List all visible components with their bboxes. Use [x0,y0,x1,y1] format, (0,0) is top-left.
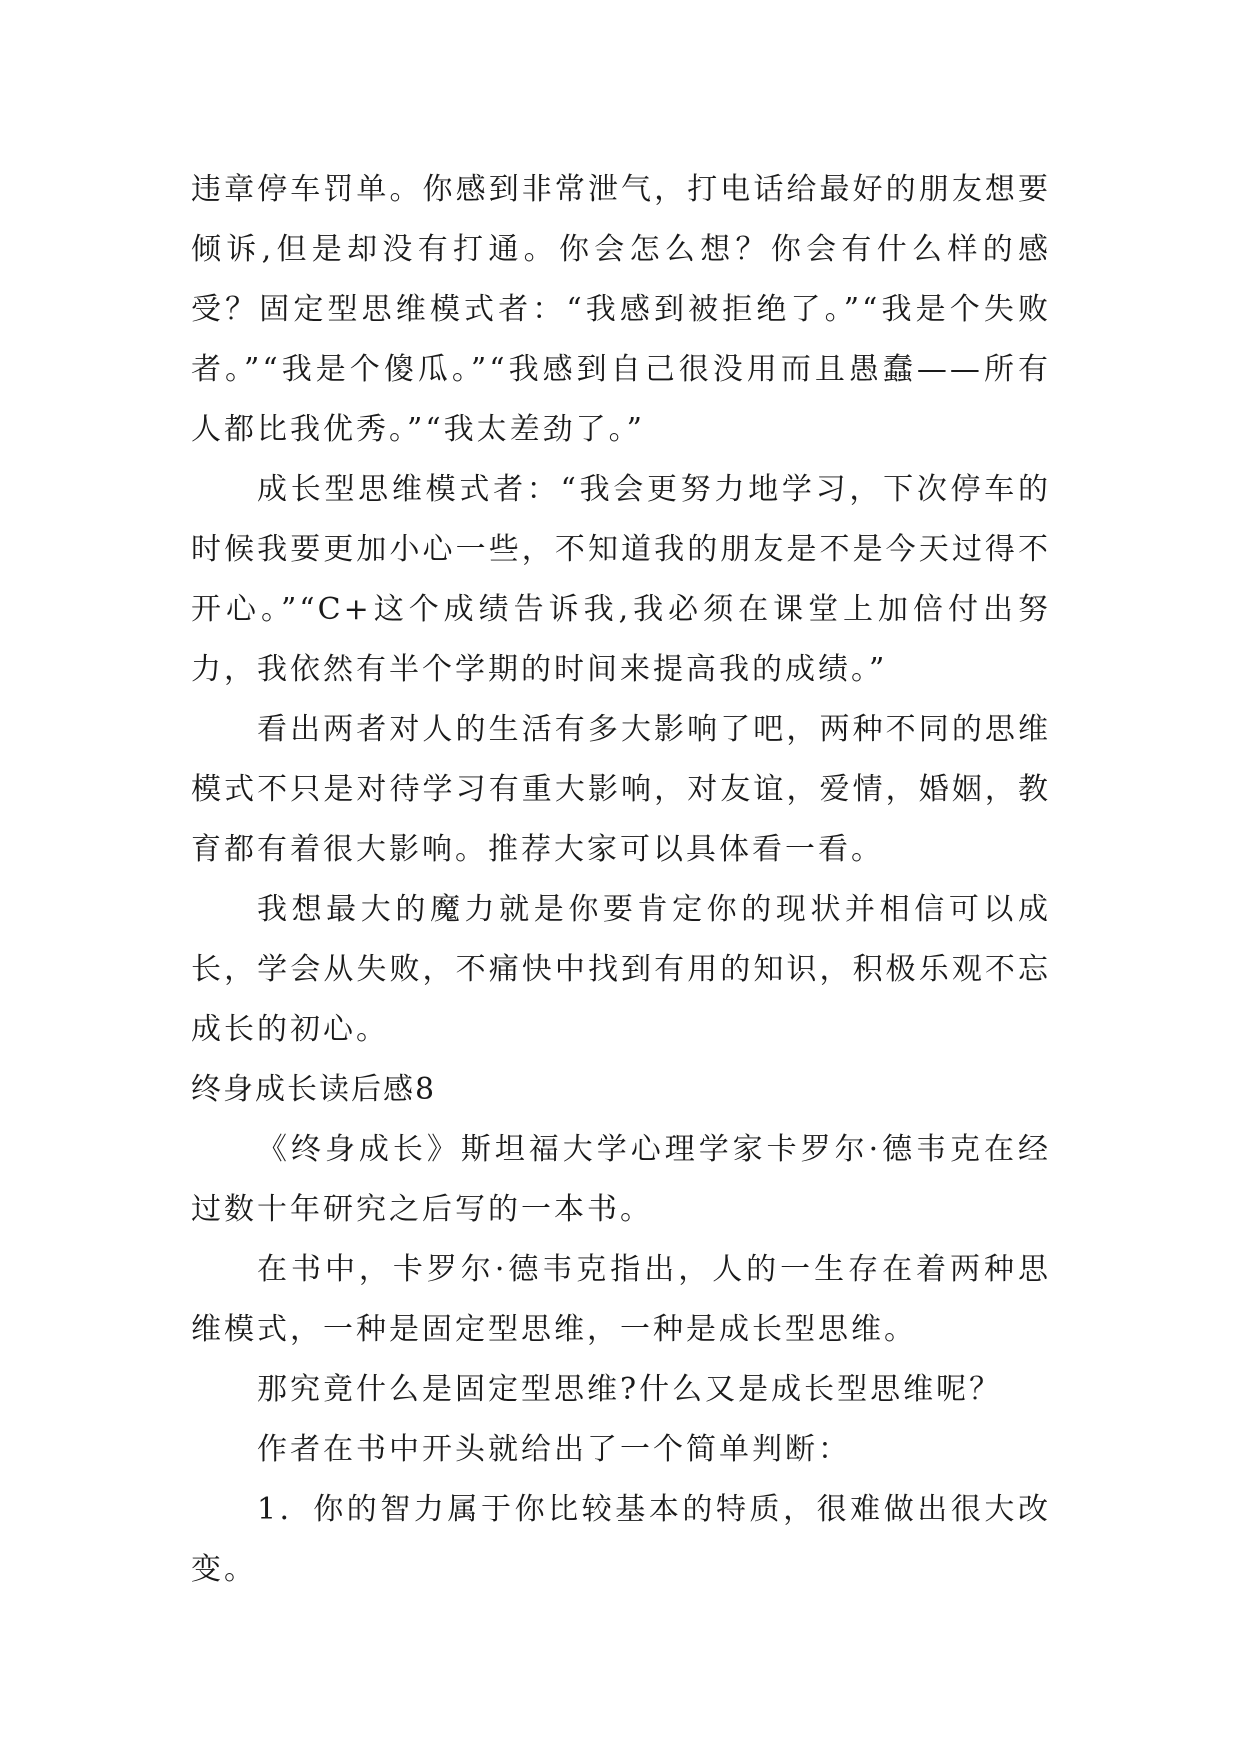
paragraph: 我想最大的魔力就是你要肯定你的现状并相信可以成长，学会从失败，不痛快中找到有用的知识，积极乐观不忘成长的初心。 [191,892,1051,1047]
paragraph: 那究竟什么是固定型思维?什么又是成长型思维呢？ [257,1372,1003,1407]
paragraph: 看出两者对人的生活有多大影响了吧，两种不同的思维模式不只是对待学习有重大影响，对友谊，爱情，婚姻，教育都有着很大影响。推荐大家可以具体看一看。 [191,712,1051,867]
paragraph: 《终身成长》斯坦福大学心理学家卡罗尔·德韦克在经过数十年研究之后写的一本书。 [191,1132,1051,1227]
paragraph: 作者在书中开头就给出了一个简单判断： [257,1432,851,1467]
paragraph: 1．你的智力属于你比较基本的特质，很难做出很大改变。 [191,1492,1051,1587]
section-heading: 终身成长读后感8 [191,1072,437,1107]
paragraph: 违章停车罚单。你感到非常泄气，打电话给最好的朋友想要倾诉,但是却没有打通。你会怎么想？你会有什么样的感受？固定型思维模式者：“我感到被拒绝了。”“我是个失败者。”“我是个傻瓜。”“我感到自己很没用而且愚蠢——所有人都比我优秀。”“我太差劲了。” [191,172,1051,447]
paragraph: 成长型思维模式者：“我会更努力地学习，下次停车的时候我要更加小心一些，不知道我的朋友是不是今天过得不开心。”“C+这个成绩告诉我,我必须在课堂上加倍付出努力，我依然有半个学期的时间来提高我的成绩。” [191,472,1051,687]
paragraph: 在书中，卡罗尔·德韦克指出，人的一生存在着两种思维模式，一种是固定型思维，一种是成长型思维。 [191,1252,1051,1347]
document-body [191,160,1051,1600]
